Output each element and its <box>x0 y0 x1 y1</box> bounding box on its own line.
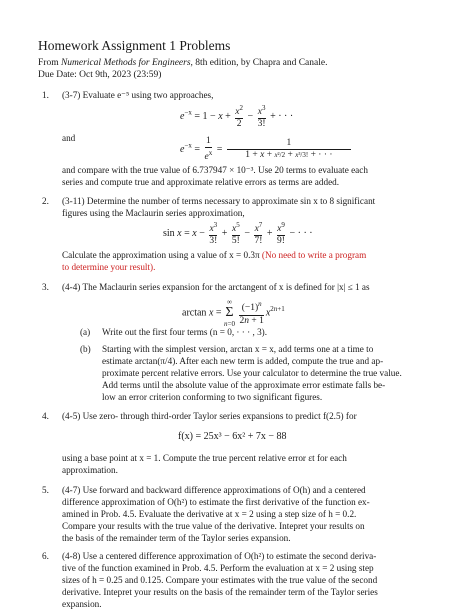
problem-5-line-3: amined in Prob. 4.5. Evaluate the derivative at x = 2 using a step size of h = 0.2. <box>62 509 357 519</box>
problem-3-eq: arctan x = ∞ Σ n=0 $\frac{(-1)^n}{2n + 1}$ $x^{2n+1}$ <box>182 298 285 328</box>
problem-2-line-1: (3-11) Determine the number of terms necessary to approximate sin x to 8 significant <box>62 196 376 206</box>
source-line: From Numerical Methods for Engineers, 8th edition, by Chapra and Canale. <box>38 58 328 68</box>
problem-2-line-2: figures using the Maclaurin series approximation, <box>62 208 245 218</box>
problem-5-line-1: (4-7) Use forward and backward difference approximations of O(h) and a centered <box>62 485 366 495</box>
problem-6-line-5: expansion. <box>62 599 102 609</box>
problem-3b-line-5: low an error criterion conforming to two significant figures. <box>102 392 323 402</box>
problem-2-calc: Calculate the approximation using a value of x = 0.3π (No need to write a program <box>62 250 367 260</box>
problem-3a-text: Write out the first four terms (n = 0, · · · , 3). <box>102 327 268 337</box>
problem-4-after-2: approximation. <box>62 465 118 475</box>
problem-3b-line-2: estimate arctan(π/4). After each new term is added, compute the true and ap- <box>102 356 384 366</box>
problem-1-and: and <box>62 133 76 143</box>
problem-6-line-2: tive of the function examined in Prob. 4.5. Perform the evaluation at x = 2 using step <box>62 563 374 573</box>
page-title: Homework Assignment 1 Problems <box>38 38 231 53</box>
problem-4-line: (4-5) Use zero- through third-order Taylor series expansions to predict f(2.5) for <box>62 411 357 421</box>
problem-5-line-4: Compare your results with the true value of the derivative. Intepret your results on <box>62 521 365 531</box>
problem-2-eq: sin x = x − $\frac{x^3}{3!}$ + $\frac{x^5}{5!}$ − $\frac{x^7}{7!}$ + $\frac{x^9}{9!}$ − · · · <box>163 221 313 247</box>
problem-2-number: 2. <box>42 196 49 206</box>
problem-3b-line-1: Starting with the simplest version, arctan x = x, add terms one at a time to <box>102 344 374 354</box>
problem-1-line-1: and compare with the true value of 6.737947 × 10⁻³. Use 20 terms to evaluate each <box>62 165 368 175</box>
problem-6-line-1: (4-8) Use a centered difference approximation of O(h²) to estimate the second deriva- <box>62 551 377 561</box>
problem-5-number: 5. <box>42 485 49 495</box>
problem-5-line-5: the basis of the remainder term of the Taylor series expansion. <box>62 533 291 543</box>
problem-3b-line-3: proximate percent relative errors. Use your calculator to determine the true value. <box>102 368 402 378</box>
problem-3b-label: (b) <box>80 344 91 354</box>
problem-1-eq-2: $e^{-x}$ = $\frac{1}{e^x}$ = $\frac{1}{\text{1 + x + x²/2 + x³/3! + · · ·}}$ <box>180 136 353 163</box>
problem-3-line: (4-4) The Maclaurin series expansion for the arctangent of x is defined for |x| ≤ 1 as <box>62 282 370 292</box>
book-title: Numerical Methods for Engineers <box>60 58 191 68</box>
problem-2-note: (No need to write a program <box>261 250 367 260</box>
due-date: Due Date: Oct 9th, 2023 (23:59) <box>38 70 162 80</box>
problem-1-intro: (3-7) Evaluate e⁻⁵ using two approaches, <box>62 90 214 100</box>
problem-1-eq-1: $e^{-x} = 1 - x$ + $\frac{x^2}{2}$ − $\frac{x^3}{3!}$ + · · · <box>180 104 294 130</box>
problem-6-number: 6. <box>42 551 49 561</box>
problem-6-line-3: sizes of h = 0.25 and 0.125. Compare your estimates with the true value of the second <box>62 575 378 585</box>
problem-5-line-2: difference approximation of O(h²) to estimate the first derivative of the function ex- <box>62 497 370 507</box>
problem-2-note-2: to determine your result). <box>62 262 156 272</box>
problem-3a-label: (a) <box>80 327 91 337</box>
problem-4-number: 4. <box>42 411 49 421</box>
problem-1-number: 1. <box>42 90 49 100</box>
problem-1-line-2: series and compute true and approximate relative errors as terms are added. <box>62 177 340 187</box>
problem-3b-line-4: Add terms until the absolute value of the approximate error estimate falls be- <box>102 380 386 390</box>
problem-4-eq: f(x) = 25x³ − 6x² + 7x − 88 <box>178 431 287 442</box>
problem-4-after-1: using a base point at x = 1. Compute the true percent relative error εt for each <box>62 453 347 463</box>
problem-6-line-4: derivative. Intepret your results on the basis of the remainder term of the Taylor series <box>62 587 378 597</box>
problem-3-number: 3. <box>42 282 49 292</box>
